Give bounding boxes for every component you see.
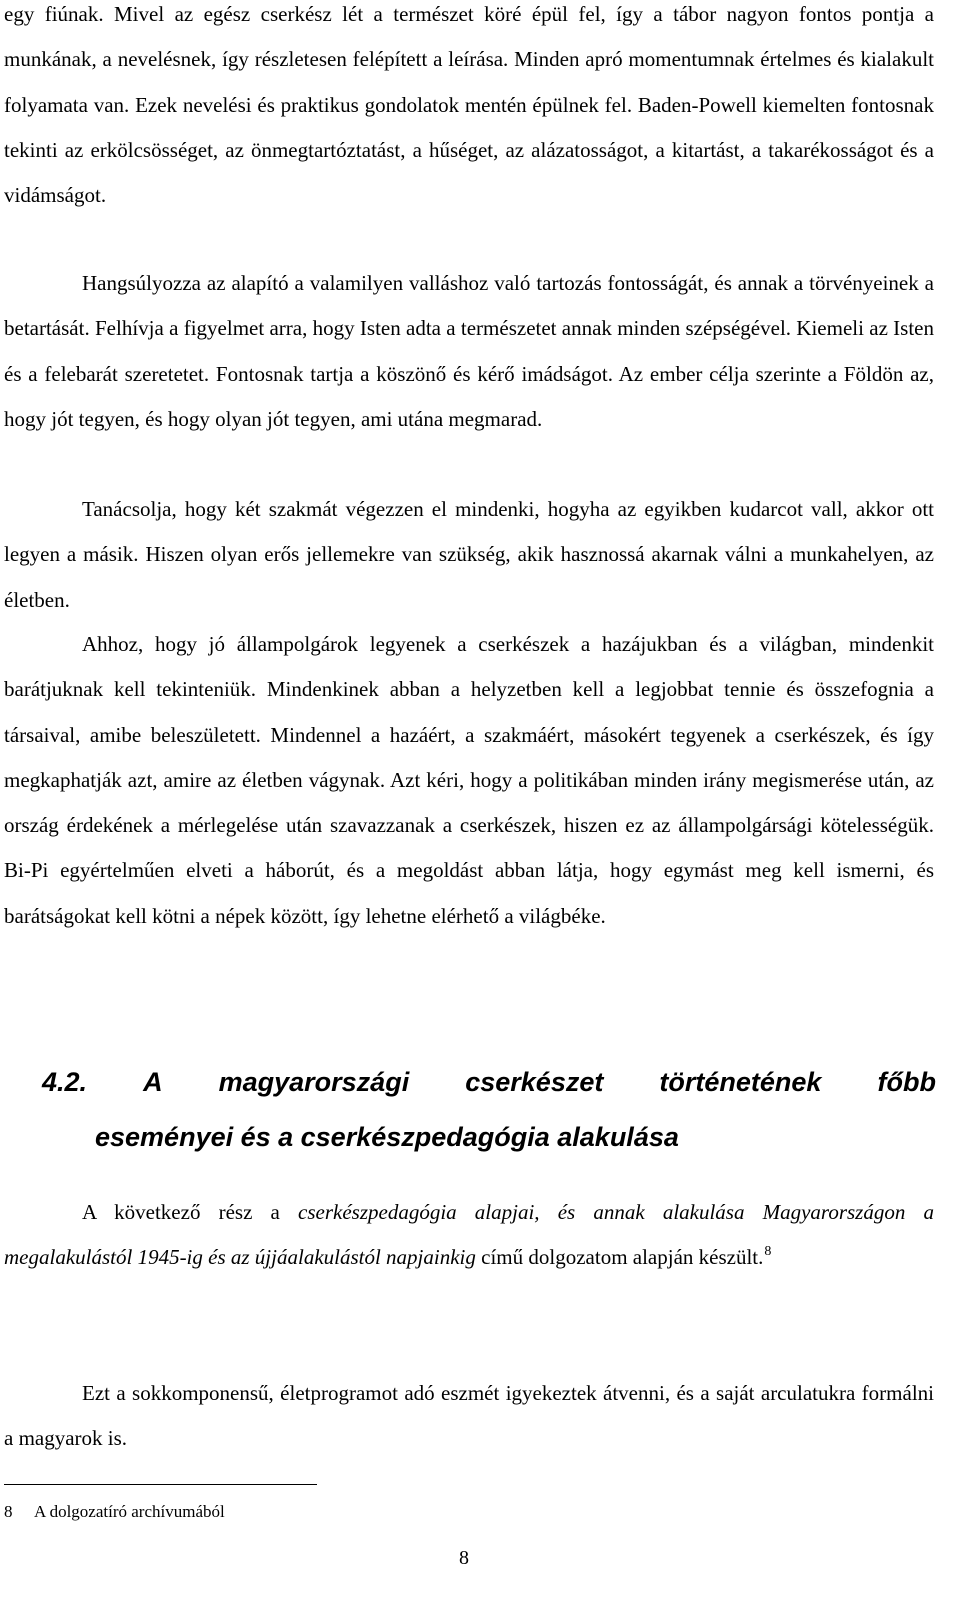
page-number: 8 [459,1547,469,1569]
footnote-separator [4,1484,317,1485]
section-heading [42,1055,936,1165]
footnote-number: 8 [4,1502,13,1521]
section-heading-line-2: eseményei és a cserkészpedagógia alakulása [95,1122,679,1152]
cited-work-title: cserkészpedagógia alapjai, és annak alakulása Magyarországon a megalakulástól 1945-ig és az újjáalakulástól napjainkig [4,1200,934,1270]
heading-word: főbb [877,1067,936,1097]
paragraph-4: Ahhoz, hogy jó állampolgárok legyenek a cserkészek a hazájukban és a világban, mindenkit barátjuknak kell tekinteniük. Mindenkinek abban a helyzetben kell a legjobbat tennie és összefognia a társaival, amibe beleszületett. Mindennel a hazáért, a szakmáért, másokért tegyenek a cserkészek, és így megkaphatják azt, amire az életben vágynak. Azt kéri, hogy a politikában minden irány megismerése után, az ország érdekének a mérlegelése után szavazzanak a cserkészek, hiszen ez az állampolgársági kötelességük. Bi-Pi egyértelműen elveti a háborút, és a megoldást abban látja, hogy egymást meg kell ismerni, és barátságokat kell kötni a népek között, így lehetne elérhető a világbéke. [4,632,934,928]
heading-word: cserkészet [465,1067,604,1097]
section-heading-line-1 [42,1055,936,1110]
footnote-reference[interactable]: 8 [764,1244,772,1260]
heading-word: magyarországi [218,1067,410,1097]
heading-word: A [143,1067,163,1097]
paragraph-5-end: című dolgozatom alapján készült. [475,1245,764,1270]
section-number: 4.2. [42,1067,88,1097]
heading-word: történetének [659,1067,822,1097]
paragraph-3: Tanácsolja, hogy két szakmát végezzen el mindenki, hogyha az egyikben kudarcot vall, akkor ott legyen a másik. Hiszen olyan erős jellemekre van szükség, akik hasznossá akarnak válni a munkahelyen, az életben. [4,497,934,612]
footnote [4,1500,225,1524]
footnote-text: A dolgozatíró archívumából [34,1502,225,1521]
paragraph-1: egy fiúnak. Mivel az egész cserkész lét a természet köré épül fel, így a tábor nagyon fontos pontja a munkának, a nevelésnek, így részletesen felépített a leírása. Minden apró momentumnak értelmes és kialakult folyamata van. Ezek nevelési és praktikus gondolatok mentén épülnek fel. Baden-Powell kiemelten fontosnak tekinti az erkölcsösséget, az önmegtartóztatást, a hűséget, az alázatosságot, a kitartást, a takarékosságot és a vidámságot. [4,2,934,208]
paragraph-5-start: A következő rész a [82,1200,299,1224]
paragraph-6: Ezt a sokkomponensű, életprogramot adó eszmét igyekeztek átvenni, és a saját arculatukra formálni a magyarok is. [4,1381,934,1451]
paragraph-5 [4,1190,934,1281]
paragraph-2: Hangsúlyozza az alapító a valamilyen valláshoz való tartozás fontosságát, és annak a törvényeinek a betartását. Felhívja a figyelmet arra, hogy Isten adta a természetet annak minden szépségével. Kiemeli az Isten és a felebarát szeretetet. Fontosnak tartja a köszönő és kérő imádságot. Az ember célja szerinte a Földön az, hogy jót tegyen, és hogy olyan jót tegyen, ami utána megmarad. [4,271,934,431]
